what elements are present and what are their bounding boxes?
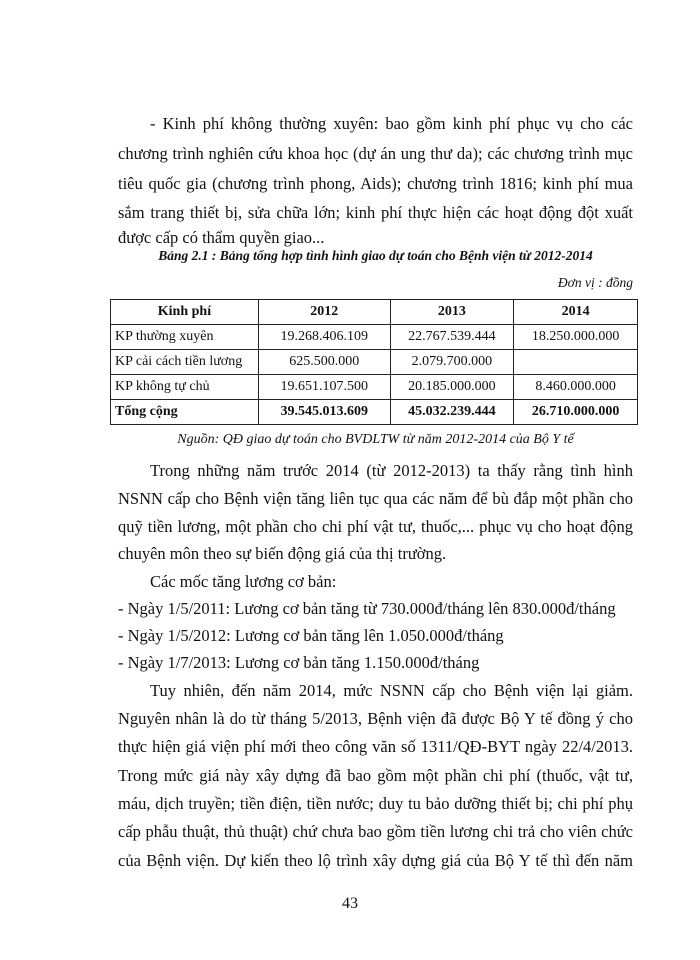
intro-line: được cấp có thẩm quyền giao...	[118, 228, 325, 247]
page-number: 43	[342, 895, 358, 912]
body-line: Trong những năm trước 2014 (từ 2012-2013) ta thấy rằng tình hình	[150, 461, 633, 480]
row-label: KP cải cách tiền lương	[111, 350, 259, 375]
body-line: quỹ tiền lương, một phần cho chi phí vật tư, thuốc,... phục vụ cho hoạt động	[118, 517, 633, 536]
table-caption: Bảng 2.1 : Bảng tổng hợp tình hình giao dự toán cho Bệnh viện từ 2012-2014	[158, 248, 593, 263]
body-line: của Bệnh viện. Dự kiến theo lộ trình xây dựng giá của Bộ Y tế thì đến năm	[118, 851, 633, 870]
table-cell: 8.460.000.000	[514, 375, 638, 400]
table-cell: 20.185.000.000	[390, 375, 514, 400]
total-cell: 26.710.000.000	[514, 400, 638, 425]
intro-line: - Kinh phí không thường xuyên: bao gồm kinh phí phục vụ cho các	[150, 114, 633, 133]
table-unit: Đơn vị : đồng	[557, 275, 633, 290]
body-line: Nguyên nhân là do từ tháng 5/2013, Bệnh viện đã được Bộ Y tế đồng ý cho	[118, 709, 633, 728]
body-line: Tuy nhiên, đến năm 2014, mức NSNN cấp cho Bệnh viện lại giảm.	[150, 681, 633, 700]
budget-table	[110, 299, 638, 425]
body-line: NSNN cấp cho Bệnh viện tăng liên tục qua các năm để bù đắp một phần cho	[118, 489, 633, 508]
body-line: cấp phẫu thuật, thủ thuật) chứ chưa bao gồm tiền lương chi trả cho viên chức	[118, 822, 633, 841]
table-cell: 18.250.000.000	[514, 325, 638, 350]
table-header-row	[111, 300, 638, 325]
milestone-item: - Ngày 1/5/2012: Lương cơ bản tăng lên 1.050.000đ/tháng	[118, 626, 504, 645]
table-cell: 19.651.107.500	[258, 375, 390, 400]
table-source: Nguồn: QĐ giao dự toán cho BVDLTW từ năm 2012-2014 của Bộ Y tế	[177, 432, 574, 447]
table-row	[111, 350, 638, 375]
intro-line: chương trình nghiên cứu khoa học (dự án ung thư da); các chương trình mục	[118, 144, 633, 163]
table-cell: 19.268.406.109	[258, 325, 390, 350]
table-total-row	[111, 400, 638, 425]
header-cell: Kinh phí	[111, 300, 259, 325]
total-cell: 39.545.013.609	[258, 400, 390, 425]
intro-line: tiêu quốc gia (chương trình phong, Aids); chương trình 1816; kinh phí mua	[118, 174, 633, 193]
row-label: KP không tự chủ	[111, 375, 259, 400]
body-line: thực hiện giá viện phí mới theo công văn số 1311/QĐ-BYT ngày 22/4/2013.	[118, 737, 633, 756]
table-row	[111, 325, 638, 350]
milestone-item: - Ngày 1/7/2013: Lương cơ bản tăng 1.150.000đ/tháng	[118, 653, 480, 672]
table-cell: 22.767.539.444	[390, 325, 514, 350]
body-line: chuyên môn theo sự biến động giá của thị trường.	[118, 544, 447, 563]
total-cell: 45.032.239.444	[390, 400, 514, 425]
intro-line: sắm trang thiết bị, sửa chữa lớn; kinh phí thực hiện các hoạt động đột xuất	[118, 203, 633, 222]
header-cell: 2014	[514, 300, 638, 325]
body-line: máu, dịch truyền; tiền điện, tiền nước; duy tu bảo dưỡng thiết bị; chi phí phụ	[118, 794, 633, 813]
milestones-title: Các mốc tăng lương cơ bản:	[150, 572, 337, 591]
table-cell: 2.079.700.000	[390, 350, 514, 375]
milestone-item: - Ngày 1/5/2011: Lương cơ bản tăng từ 730.000đ/tháng lên 830.000đ/tháng	[118, 599, 616, 618]
total-label: Tổng cộng	[111, 400, 259, 425]
body-line: Trong mức giá này xây dựng đã bao gồm một phần chi phí (thuốc, vật tư,	[118, 766, 633, 785]
table-row	[111, 375, 638, 400]
header-cell: 2012	[258, 300, 390, 325]
table-cell: 625.500.000	[258, 350, 390, 375]
table-cell	[514, 350, 638, 375]
header-cell: 2013	[390, 300, 514, 325]
row-label: KP thường xuyên	[111, 325, 259, 350]
